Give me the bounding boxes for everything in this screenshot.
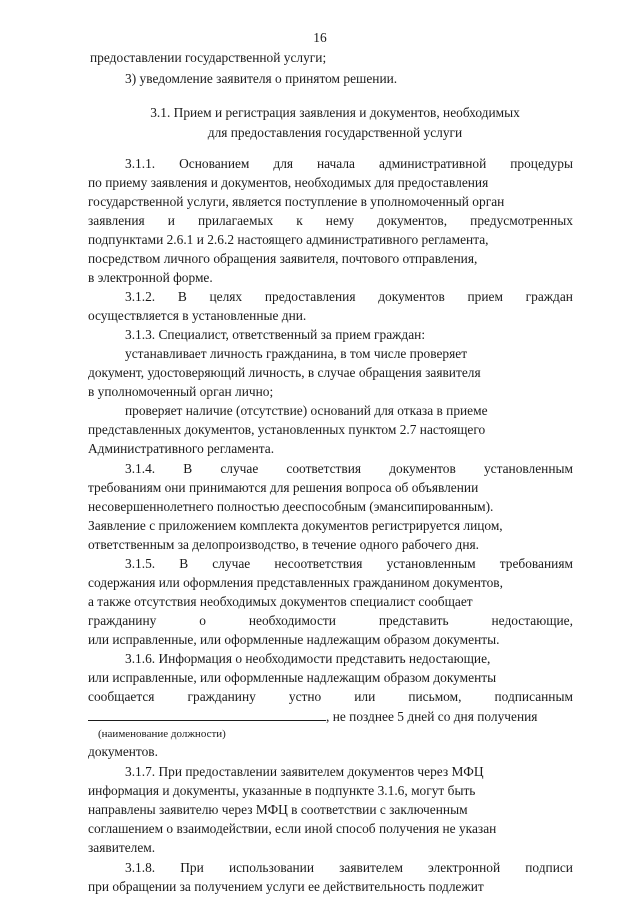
paragraph-3-1-3-line: в уполномоченный орган лично;: [88, 384, 274, 399]
paragraph-3-1-3-line: проверяет наличие (отсутствие) оснований для отказа в приеме: [125, 403, 488, 418]
paragraph-3-1-1-line: подпунктами 2.6.1 и 2.6.2 настоящего административного регламента,: [88, 232, 489, 247]
paragraph-3-1-8-line: 3.1.8. При использовании заявителем электронной подписи: [125, 860, 573, 875]
blank-underline: [88, 708, 326, 721]
paragraph-3-1-7-line: информация и документы, указанные в подпункте 3.1.6, могут быть: [88, 783, 476, 798]
paragraph-3-1-5-line: а также отсутствия необходимых документов специалист сообщает: [88, 594, 473, 609]
section-heading: для предоставления государственной услуги: [207, 125, 463, 140]
paragraph-3-1-3-line: документ, удостоверяющий личность, в случае обращения заявителя: [88, 365, 481, 380]
paragraph-3-1-2-line: 3.1.2. В целях предоставления документов прием граждан: [125, 289, 573, 304]
paragraph-3-1-4-line: Заявление с приложением комплекта документов регистрируется лицом,: [88, 518, 503, 533]
section-heading: 3.1. Прием и регистрация заявления и документов, необходимых: [150, 105, 520, 120]
paragraph-3-1-1-line: в электронной форме.: [88, 270, 213, 285]
text-line: 3) уведомление заявителя о принятом решении.: [125, 71, 398, 86]
paragraph-3-1-2-line: осуществляется в установленные дни.: [88, 308, 307, 323]
paragraph-3-1-4-line: требованиям они принимаются для решения вопроса об объявлении: [88, 480, 479, 495]
paragraph-3-1-6-line: или исправленные, или оформленные надлежащим образом документы: [88, 670, 497, 685]
paragraph-3-1-7-line: 3.1.7. При предоставлении заявителем документов через МФЦ: [125, 764, 484, 779]
paragraph-3-1-5-line: гражданину о необходимости представить недостающие,: [88, 613, 573, 628]
paragraph-3-1-8-line: при обращении за получением услуги ее действительность подлежит: [88, 879, 484, 894]
paragraph-3-1-5-line: 3.1.5. В случае несоответствия установленным требованиям: [125, 556, 573, 571]
paragraph-3-1-1-line: государственной услуги, является поступление в уполномоченный орган: [88, 194, 505, 209]
paragraph-3-1-4-line: ответственным за делопроизводство, в течение одного рабочего дня.: [88, 537, 479, 552]
paragraph-3-1-6-line: , не позднее 5 дней со дня получения: [88, 708, 537, 725]
paragraph-3-1-3-line: представленных документов, установленных пунктом 2.7 настоящего: [88, 422, 486, 437]
paragraph-3-1-7-line: соглашением о взаимодействии, если иной способ получения не указан: [88, 821, 497, 836]
paragraph-3-1-3-line: устанавливает личность гражданина, в том числе проверяет: [125, 346, 468, 361]
paragraph-3-1-6-line: 3.1.6. Информация о необходимости представить недостающие,: [125, 651, 491, 666]
paragraph-3-1-1-line: 3.1.1. Основанием для начала административной процедуры: [125, 156, 573, 171]
field-caption: (наименование должности): [98, 728, 226, 740]
paragraph-3-1-3-line: Административного регламента.: [88, 441, 275, 456]
paragraph-3-1-1-line: заявления и прилагаемых к нему документов, предусмотренных: [88, 213, 573, 228]
paragraph-3-1-3-line: 3.1.3. Специалист, ответственный за прием граждан:: [125, 327, 426, 342]
paragraph-3-1-4-line: 3.1.4. В случае соответствия документов установленным: [125, 461, 573, 476]
paragraph-3-1-1-line: по приему заявления и документов, необходимых для предоставления: [88, 175, 489, 190]
paragraph-3-1-5-line: или исправленные, или оформленные надлежащим образом документы.: [88, 632, 500, 647]
paragraph-3-1-6-line: документов.: [88, 744, 158, 759]
paragraph-3-1-7-line: направлены заявителю через МФЦ в соответствии с заключенным: [88, 802, 468, 817]
paragraph-3-1-5-line: содержания или оформления представленных гражданином документов,: [88, 575, 503, 590]
page-number: 16: [313, 30, 327, 45]
paragraph-3-1-1-line: посредством личного обращения заявителя, почтового отправления,: [88, 251, 478, 266]
paragraph-3-1-4-line: несовершеннолетнего полностью дееспособным (эмансипированным).: [88, 499, 494, 514]
paragraph-3-1-6-line: сообщается гражданину устно или письмом, подписанным: [88, 689, 573, 704]
paragraph-3-1-7-line: заявителем.: [88, 840, 156, 855]
text-line: предоставлении государственной услуги;: [90, 50, 327, 65]
